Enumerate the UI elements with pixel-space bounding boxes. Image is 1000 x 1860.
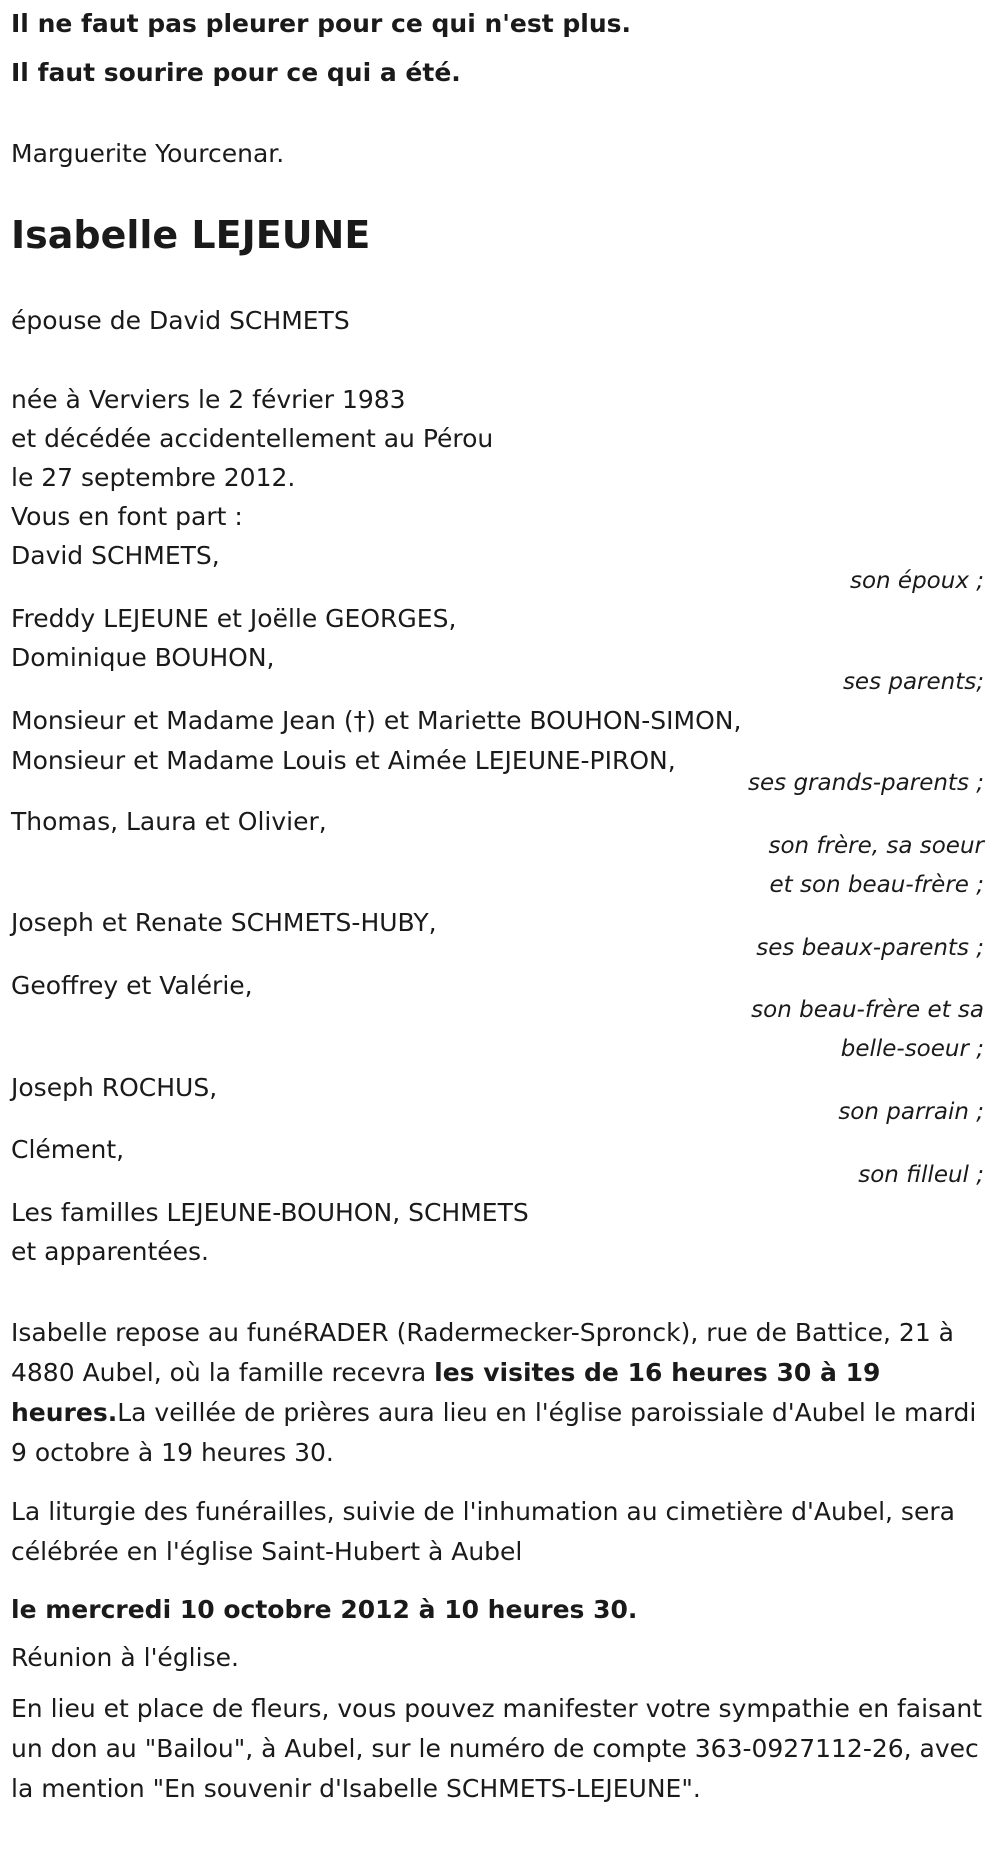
quote-line-1: Il ne faut pas pleurer pour ce qui n'est plus. xyxy=(11,9,632,38)
announce-line: Vous en font part : xyxy=(11,502,243,531)
birth-line: née à Verviers le 2 février 1983 xyxy=(11,385,406,414)
family-siblings-relation-1: son frère, sa soeur xyxy=(768,833,984,859)
quote-line-2: Il faut sourire pour ce qui a été. xyxy=(11,58,461,87)
repose-text-2: La veillée de prières aura lieu en l'église paroissiale d'Aubel le mardi 9 octobre à 19 heures 30. xyxy=(11,1398,977,1467)
donation-paragraph: En lieu et place de fleurs, vous pouvez manifester votre sympathie en faisant un don au "Bailou", à Aubel, sur le numéro de compte 363-0927112-26, avec la mention "En souvenir d'Isabelle SCHMETS-LEJEUNE". xyxy=(11,1694,983,1803)
family-parents-2: Dominique BOUHON, xyxy=(11,643,275,672)
family-brother-inlaw-relation-2: belle-soeur ; xyxy=(840,1036,984,1062)
family-grandparents-2: Monsieur et Madame Louis et Aimée LEJEUNE-PIRON, xyxy=(11,746,676,775)
liturgy-paragraph: La liturgie des funérailles, suivie de l'inhumation au cimetière d'Aubel, sera célébrée en l'église Saint-Hubert à Aubel xyxy=(11,1497,955,1566)
funeral-date: le mercredi 10 octobre 2012 à 10 heures 30. xyxy=(11,1595,638,1624)
reunion-line: Réunion à l'église. xyxy=(11,1643,239,1672)
family-epoux-relation: son époux ; xyxy=(849,568,984,594)
family-siblings-relation-2: et son beau-frère ; xyxy=(769,872,984,898)
death-date-line: le 27 septembre 2012. xyxy=(11,463,296,492)
family-godson-relation: son filleul ; xyxy=(858,1162,984,1188)
family-godfather-relation: son parrain ; xyxy=(838,1099,984,1125)
family-godson: Clément, xyxy=(11,1135,125,1164)
family-siblings: Thomas, Laura et Olivier, xyxy=(11,807,327,836)
repose-visits-bold: les visites de 16 heures 30 à 19 heures. xyxy=(11,1358,881,1427)
family-epoux-name: David SCHMETS, xyxy=(11,541,220,570)
family-godfather: Joseph ROCHUS, xyxy=(11,1073,218,1102)
family-parents-relation: ses parents; xyxy=(842,669,984,695)
quote-author: Marguerite Yourcenar. xyxy=(11,139,285,168)
spouse-line: épouse de David SCHMETS xyxy=(11,306,350,335)
family-families-1: Les familles LEJEUNE-BOUHON, SCHMETS xyxy=(11,1198,529,1227)
death-place-line: et décédée accidentellement au Pérou xyxy=(11,424,494,453)
family-families-2: et apparentées. xyxy=(11,1237,209,1266)
family-brother-inlaw: Geoffrey et Valérie, xyxy=(11,971,253,1000)
repose-text-1: Isabelle repose au funéRADER (Radermecker-Spronck), rue de Battice, 21 à 4880 Aubel, où la famille recevra xyxy=(11,1318,954,1387)
deceased-name: Isabelle LEJEUNE xyxy=(11,213,371,257)
family-inlaws: Joseph et Renate SCHMETS-HUBY, xyxy=(11,908,437,937)
family-inlaws-relation: ses beaux-parents ; xyxy=(756,935,984,961)
family-grandparents-relation: ses grands-parents ; xyxy=(748,770,984,796)
family-brother-inlaw-relation-1: son beau-frère et sa xyxy=(751,997,984,1023)
family-grandparents-1: Monsieur et Madame Jean (†) et Mariette BOUHON-SIMON, xyxy=(11,706,742,735)
family-parents-1: Freddy LEJEUNE et Joëlle GEORGES, xyxy=(11,604,457,633)
repose-paragraph xyxy=(11,1313,986,1473)
